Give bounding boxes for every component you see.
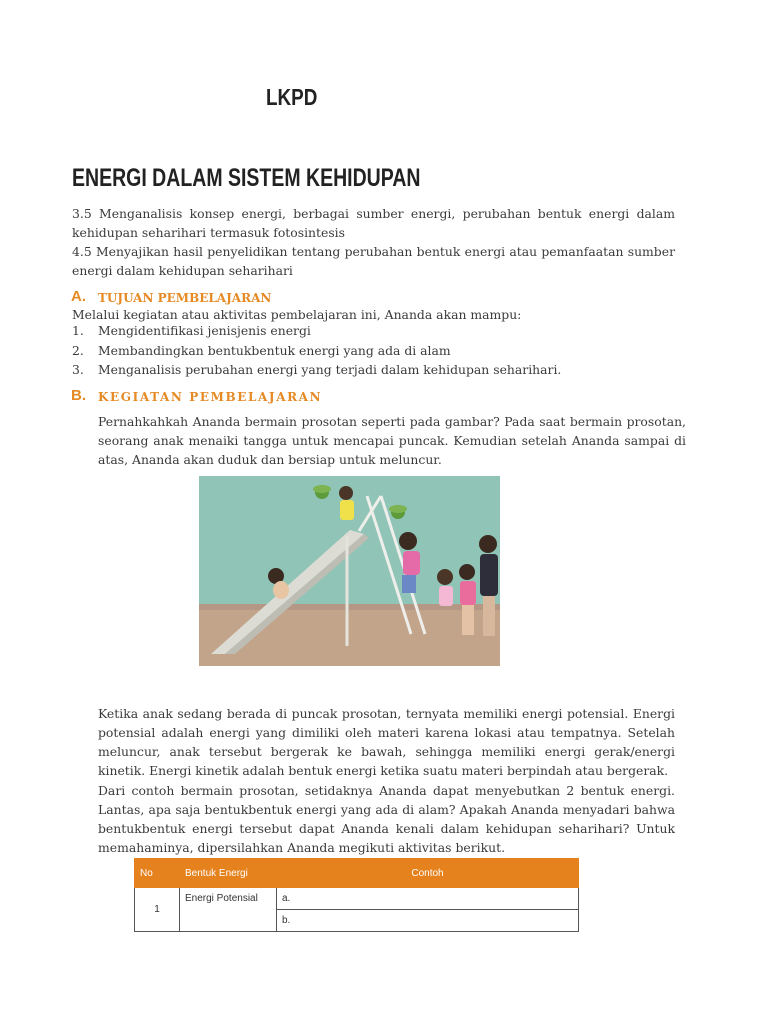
list-text: Membandingkan bentukbentuk energi yang ada di alam xyxy=(98,343,451,358)
child-on-top xyxy=(339,486,354,520)
list-text: Menganalisis perubahan energi yang terjadi dalam kehidupan seharihari. xyxy=(98,362,562,377)
section-b-letter: B. xyxy=(71,387,86,404)
competency-4-5: 4.5 Menyajikan hasil penyelidikan tentang perubahan bentuk energi atau pemanfaatan sumber energi dalam kehidupan seharihari xyxy=(72,244,675,278)
list-number: 3. xyxy=(72,362,84,377)
cell-contoh-a: a. xyxy=(277,888,579,910)
document-label: LKPD xyxy=(266,84,318,110)
list-item xyxy=(72,322,311,340)
page-title: ENERGI DALAM SISTEM KEHIDUPAN xyxy=(72,164,421,192)
list-text: Mengidentifikasi jenisjenis energi xyxy=(98,323,311,338)
header-no: No xyxy=(135,859,180,888)
section-b-title: KEGIATAN PEMBELAJARAN xyxy=(98,390,323,404)
cell-bentuk-energi: Energi Potensial xyxy=(180,888,277,932)
table-header-row xyxy=(135,859,579,888)
section-a-letter: A. xyxy=(71,288,86,305)
objectives-intro: Melalui kegiatan atau aktivitas pembelajaran ini, Ananda akan mampu: xyxy=(72,307,522,322)
slide-photo xyxy=(199,476,500,666)
cell-contoh-b: b. xyxy=(277,910,579,932)
competency-3-5: 3.5 Menganalisis konsep energi, berbagai sumber energi, perubahan bentuk energi dalam kehidupan seharihari termasuk fotosintesis xyxy=(72,206,675,240)
cell-no: 1 xyxy=(135,888,180,932)
energy-table xyxy=(134,858,579,932)
activity-paragraph-2: Ketika anak sedang berada di puncak prosotan, ternyata memiliki energi potensial. Energi potensial adalah energi yang dimiliki oleh materi karena lokasi atau tempatnya. Setelah meluncur, anak tersebut bergerak ke bawah, sehingga memiliki energi gerak/energi kinetik. Energi kinetik adalah bentuk energi ketika suatu materi berpindah atau bergerak. xyxy=(98,706,675,778)
list-item xyxy=(72,342,451,360)
header-contoh: Contoh xyxy=(277,859,579,888)
activity-paragraph-3: Dari contoh bermain prosotan, setidaknya Ananda dapat menyebutkan 2 bentuk energi. Lantas, apa saja bentukbentuk energi yang ada di alam? Apakah Ananda menyadari bahwa bentukbentuk energi tersebut dapat Ananda kenali dalam kehidupan seharihari? Untuk memahaminya, dipersilahkan Ananda megikuti aktivitas berikut. xyxy=(98,783,675,855)
list-item xyxy=(72,361,561,379)
header-bentuk-energi: Bentuk Energi xyxy=(180,859,277,888)
table-row xyxy=(135,888,579,910)
section-a-title: TUJUAN PEMBELAJARAN xyxy=(98,291,272,305)
list-number: 1. xyxy=(72,323,84,338)
activity-paragraph-1: Pernahkahkah Ananda bermain prosotan seperti pada gambar? Pada saat bermain prosotan, seorang anak menaiki tangga untuk mencapai puncak. Kemudian setelah Ananda sampai di atas, Ananda akan duduk dan bersiap untuk meluncur. xyxy=(98,414,686,467)
list-number: 2. xyxy=(72,343,84,358)
